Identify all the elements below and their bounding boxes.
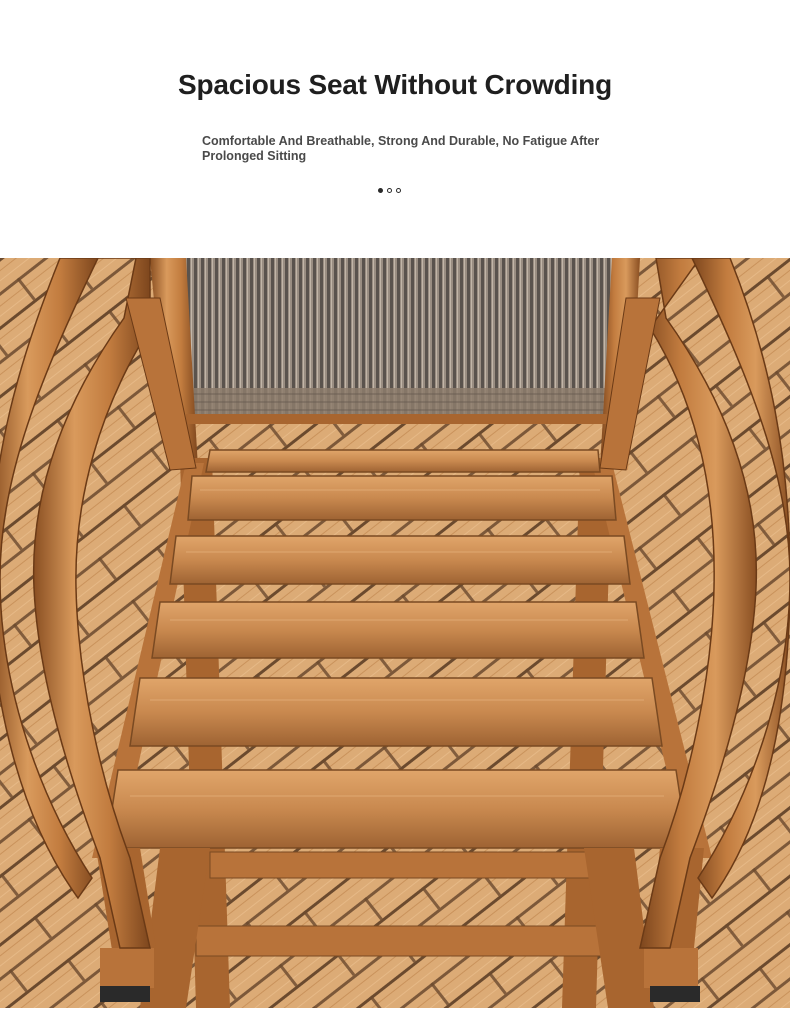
bottom-margin [0,1008,790,1023]
feature-header [0,0,790,258]
feature-description: Comfortable And Breathable, Strong And Durable, No Fatigue After Prolonged Sitting [202,134,600,163]
carousel-indicator [378,188,401,193]
chair-seat-photo [0,258,790,1008]
page-title: Spacious Seat Without Crowding [178,69,612,100]
carousel-dot-1[interactable] [378,188,383,193]
carousel-dot-2[interactable] [387,188,392,193]
carousel-dot-3[interactable] [396,188,401,193]
